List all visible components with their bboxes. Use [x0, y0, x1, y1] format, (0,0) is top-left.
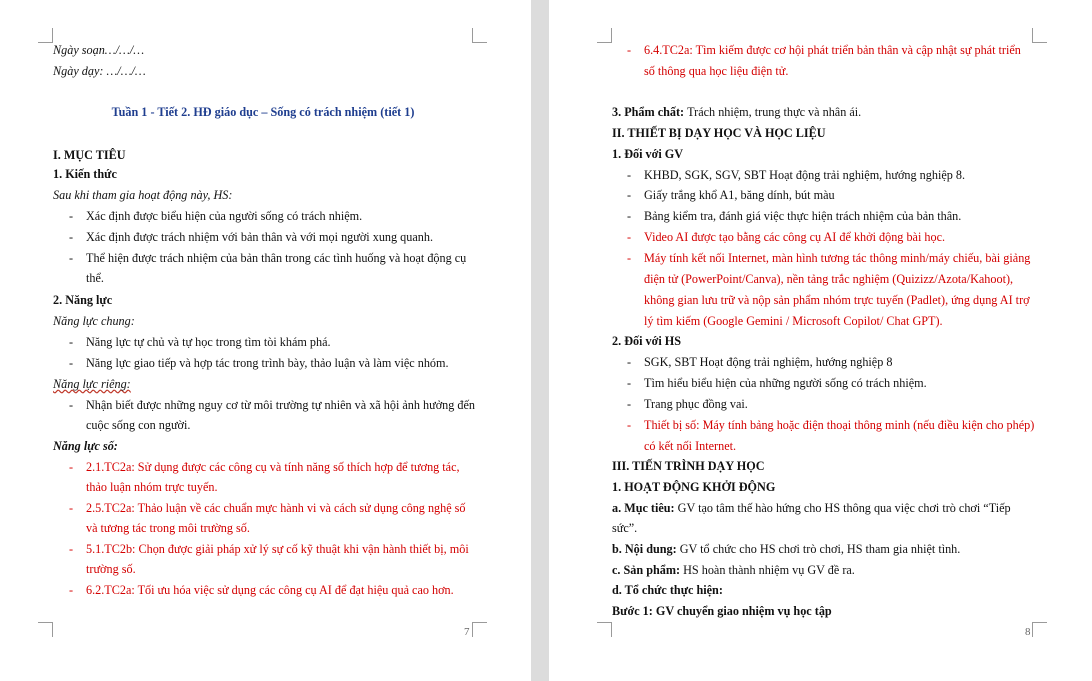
bullet-dash: - — [69, 251, 74, 265]
bullet-dash: - — [627, 397, 632, 411]
bullet-dash: - — [69, 356, 74, 370]
list-item-continuation: cuộc sống con người. — [86, 418, 191, 432]
intro-text: Sau khi tham gia hoạt động này, HS: — [53, 188, 233, 202]
crop-mark — [472, 28, 487, 43]
page-gap — [531, 0, 549, 681]
bullet-dash: - — [627, 376, 632, 390]
product-label: c. Sản phẩm: — [612, 563, 684, 577]
subheading-warmup: 1. HOẠT ĐỘNG KHỞI ĐỘNG — [612, 480, 776, 494]
bullet-dash: - — [627, 230, 632, 244]
qualities-label: 3. Phẩm chất: — [612, 105, 688, 119]
content-line — [612, 541, 960, 557]
subheading-for-teacher: 1. Đối với GV — [612, 147, 684, 161]
bullet-dash: - — [69, 542, 74, 556]
crop-mark — [1032, 622, 1047, 637]
subheading-knowledge: 1. Kiến thức — [53, 167, 117, 181]
bullet-dash: - — [627, 251, 632, 265]
list-item-digital: 5.1.TC2b: Chọn được giải pháp xử lý sự cố kỹ thuật khi vận hành thiết bị, môi — [86, 542, 469, 556]
goal-label: a. Mục tiêu: — [612, 501, 678, 515]
list-item: SGK, SBT Hoạt động trải nghiệm, hướng nghiệp 8 — [644, 355, 893, 369]
step-1-heading: Bước 1: GV chuyển giao nhiệm vụ học tập — [612, 604, 832, 618]
subheading-competence: 2. Năng lực — [53, 293, 113, 307]
bullet-dash: - — [69, 398, 74, 412]
list-item-digital: 6.4.TC2a: Tìm kiếm được cơ hội phát triển bản thân và cập nhật sự phát triển — [644, 43, 1021, 57]
list-item: Giấy trắng khổ A1, băng dính, bút màu — [644, 188, 835, 202]
list-item: Nhận biết được những nguy cơ từ môi trường tự nhiên và xã hội ảnh hưởng đến — [86, 398, 475, 412]
bullet-dash: - — [69, 583, 74, 597]
crop-mark — [1032, 28, 1047, 43]
crop-mark — [597, 28, 612, 43]
goal-line — [612, 500, 1011, 516]
bullet-dash: - — [69, 501, 74, 515]
list-item-continuation: không gian lưu trữ và nộp sản phẩm nhóm trực tuyến (Padlet), ứng dụng AI trợ — [644, 293, 1030, 307]
product-text: HS hoàn thành nhiệm vụ GV đề ra. — [683, 563, 855, 577]
label-general-competence: Năng lực chung: — [53, 314, 135, 328]
section-heading-objectives: I. MỤC TIÊU — [53, 148, 126, 162]
section-heading-equipment: II. THIẾT BỊ DẠY HỌC VÀ HỌC LIỆU — [612, 126, 826, 140]
document-page-8 — [549, 0, 1092, 681]
list-item: Trang phục đồng vai. — [644, 397, 748, 411]
list-item-continuation: thảo luận nhóm trực tuyến. — [86, 480, 218, 494]
list-item-continuation: thể. — [86, 271, 104, 285]
bullet-dash: - — [627, 418, 632, 432]
organization-heading: d. Tổ chức thực hiện: — [612, 583, 723, 597]
bullet-dash: - — [69, 335, 74, 349]
list-item: Năng lực giao tiếp và hợp tác trong trình bày, thảo luận và làm việc nhóm. — [86, 356, 449, 370]
list-item-continuation: có kết nối Internet. — [644, 439, 737, 453]
label-specific-competence: Năng lực riêng: — [53, 377, 131, 391]
content-label: b. Nội dung: — [612, 542, 680, 556]
list-item-digital: Máy tính kết nối Internet, màn hình tương tác thông minh/máy chiếu, bài giảng — [644, 251, 1031, 265]
goal-text: GV tạo tâm thế hào hứng cho HS thông qua việc chơi trò chơi “Tiếp — [677, 501, 1011, 515]
list-item-continuation: và tương tác trong môi trường số. — [86, 521, 250, 535]
bullet-dash: - — [69, 460, 74, 474]
list-item: KHBD, SGK, SGV, SBT Hoạt động trải nghiệm, hướng nghiệp 8. — [644, 168, 966, 182]
list-item-digital: Video AI được tạo bằng các công cụ AI để khởi động bài học. — [644, 230, 946, 244]
list-item: Năng lực tự chủ và tự học trong tìm tòi khám phá. — [86, 335, 331, 349]
list-item-digital: 2.5.TC2a: Thảo luận về các chuẩn mực hành vi và cách sử dụng công nghệ số — [86, 501, 466, 515]
prep-date: Ngày soạn…/…/… — [53, 43, 145, 57]
list-item-digital: Thiết bị số: Máy tính bảng hoặc điện thoại thông minh (nếu điều kiện cho phép) — [644, 418, 1035, 432]
qualities-line — [612, 104, 861, 120]
list-item-digital: 6.2.TC2a: Tối ưu hóa việc sử dụng các công cụ AI để đạt hiệu quả cao hơn. — [86, 583, 454, 597]
list-item: Xác định được trách nhiệm với bản thân và với mọi người xung quanh. — [86, 230, 433, 244]
bullet-dash: - — [627, 168, 632, 182]
crop-mark — [38, 28, 53, 43]
list-item: Xác định được biểu hiện của người sống có trách nhiệm. — [86, 209, 363, 223]
bullet-dash: - — [69, 209, 74, 223]
content-text: GV tổ chức cho HS chơi trò chơi, HS tham gia nhiệt tình. — [679, 542, 961, 556]
section-heading-process: III. TIẾN TRÌNH DẠY HỌC — [612, 459, 765, 473]
bullet-dash: - — [627, 355, 632, 369]
list-item-digital: 2.1.TC2a: Sử dụng được các công cụ và tính năng số thích hợp để tương tác, — [86, 460, 460, 474]
goal-continuation: sức”. — [612, 521, 638, 535]
bullet-dash: - — [69, 230, 74, 244]
page-number: 8 — [1025, 626, 1031, 638]
teach-date: Ngày dạy: …/…/… — [53, 64, 146, 78]
subheading-for-student: 2. Đối với HS — [612, 334, 682, 348]
crop-mark — [38, 622, 53, 637]
list-item-continuation: lý tìm kiếm (Google Gemini / Microsoft Copilot/ Chat GPT). — [644, 314, 943, 328]
bullet-dash: - — [627, 43, 632, 57]
list-item: Tìm hiểu biểu hiện của những người sống có trách nhiệm. — [644, 376, 927, 390]
product-line — [612, 562, 855, 578]
list-item-continuation: số thông qua học liệu điện tử. — [644, 64, 789, 78]
bullet-dash: - — [627, 188, 632, 202]
list-item: Bảng kiểm tra, đánh giá việc thực hiện trách nhiệm của bản thân. — [644, 209, 962, 223]
bullet-dash: - — [627, 209, 632, 223]
label-digital-competence: Năng lực số: — [53, 439, 118, 453]
qualities-text: Trách nhiệm, trung thực và nhân ái. — [687, 105, 862, 119]
crop-mark — [472, 622, 487, 637]
list-item-continuation: điện tử (PowerPoint/Canva), nền tảng trắc nghiệm (Quizizz/Azota/Kahoot), — [644, 272, 1014, 286]
list-item: Thể hiện được trách nhiệm của bản thân trong các tình huống và hoạt động cụ — [86, 251, 467, 265]
list-item-continuation: trường số. — [86, 562, 136, 576]
lesson-title: Tuần 1 - Tiết 2. HĐ giáo dục – Sống có trách nhiệm (tiết 1) — [111, 105, 415, 119]
page-number: 7 — [464, 626, 470, 638]
crop-mark — [597, 622, 612, 637]
document-page-7 — [0, 0, 531, 681]
